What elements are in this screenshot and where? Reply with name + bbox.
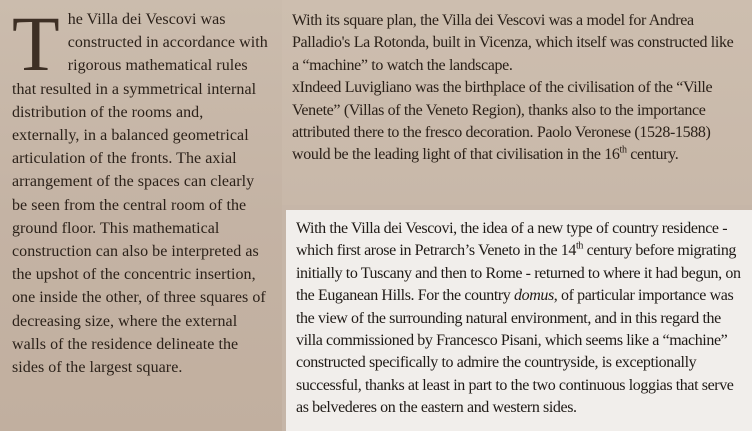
- left-text-panel: [0, 0, 282, 431]
- bottom-right-paragraph: With the Villa dei Vescovi, the idea of a new type of country residence - which first arose in Petrarch’s Veneto in the 14th century before migrating initially to Tuscany and then to Rome - returned to where it had begun, on the Euganean Hills. For the country domus, of particular importance was the view of the surrounding natural environment, and in this regard the villa commissioned by Francesco Pisani, which seems like a “machine” constructed specifically to admire the countryside, is exceptionally successful, thanks at least in part to the two continuous loggias that serve as belvederes on the eastern and western sides.: [296, 220, 741, 417]
- left-panel-text: he Villa dei Vescovi was constructed in accordance with rigorous mathematical rules that resulted in a symmetrical internal distribution of the rooms and, externally, in a balanced geometrical articulation of the fronts. The axial arrangement of the spaces can clearly be seen from the central room of the ground floor. This mathematical construction can also be interpreted as the upshot of the concentric insertion, one inside the other, of three squares of decreasing size, where the external walls of the residence delineate the sides of the largest square.: [12, 11, 268, 377]
- top-right-paragraph-1: With its square plan, the Villa dei Vescovi was a model for Andrea Palladio's La Rotonda, built in Vicenza, which itself was constructed like a “machine” to watch the landscape.: [292, 12, 734, 74]
- top-right-paragraph-2: xIndeed Luvigliano was the birthplace of the civilisation of the “Ville Venete” (Villas of the Veneto Region), thanks also to the importance attributed there to the fresco decoration. Paolo Veronese (1528-1588) would be the leading light of that civilisation in the 16th century.: [292, 79, 713, 164]
- top-right-text-panel: [282, 0, 752, 205]
- bottom-right-text-panel: [286, 210, 752, 431]
- drop-cap: T: [12, 0, 60, 87]
